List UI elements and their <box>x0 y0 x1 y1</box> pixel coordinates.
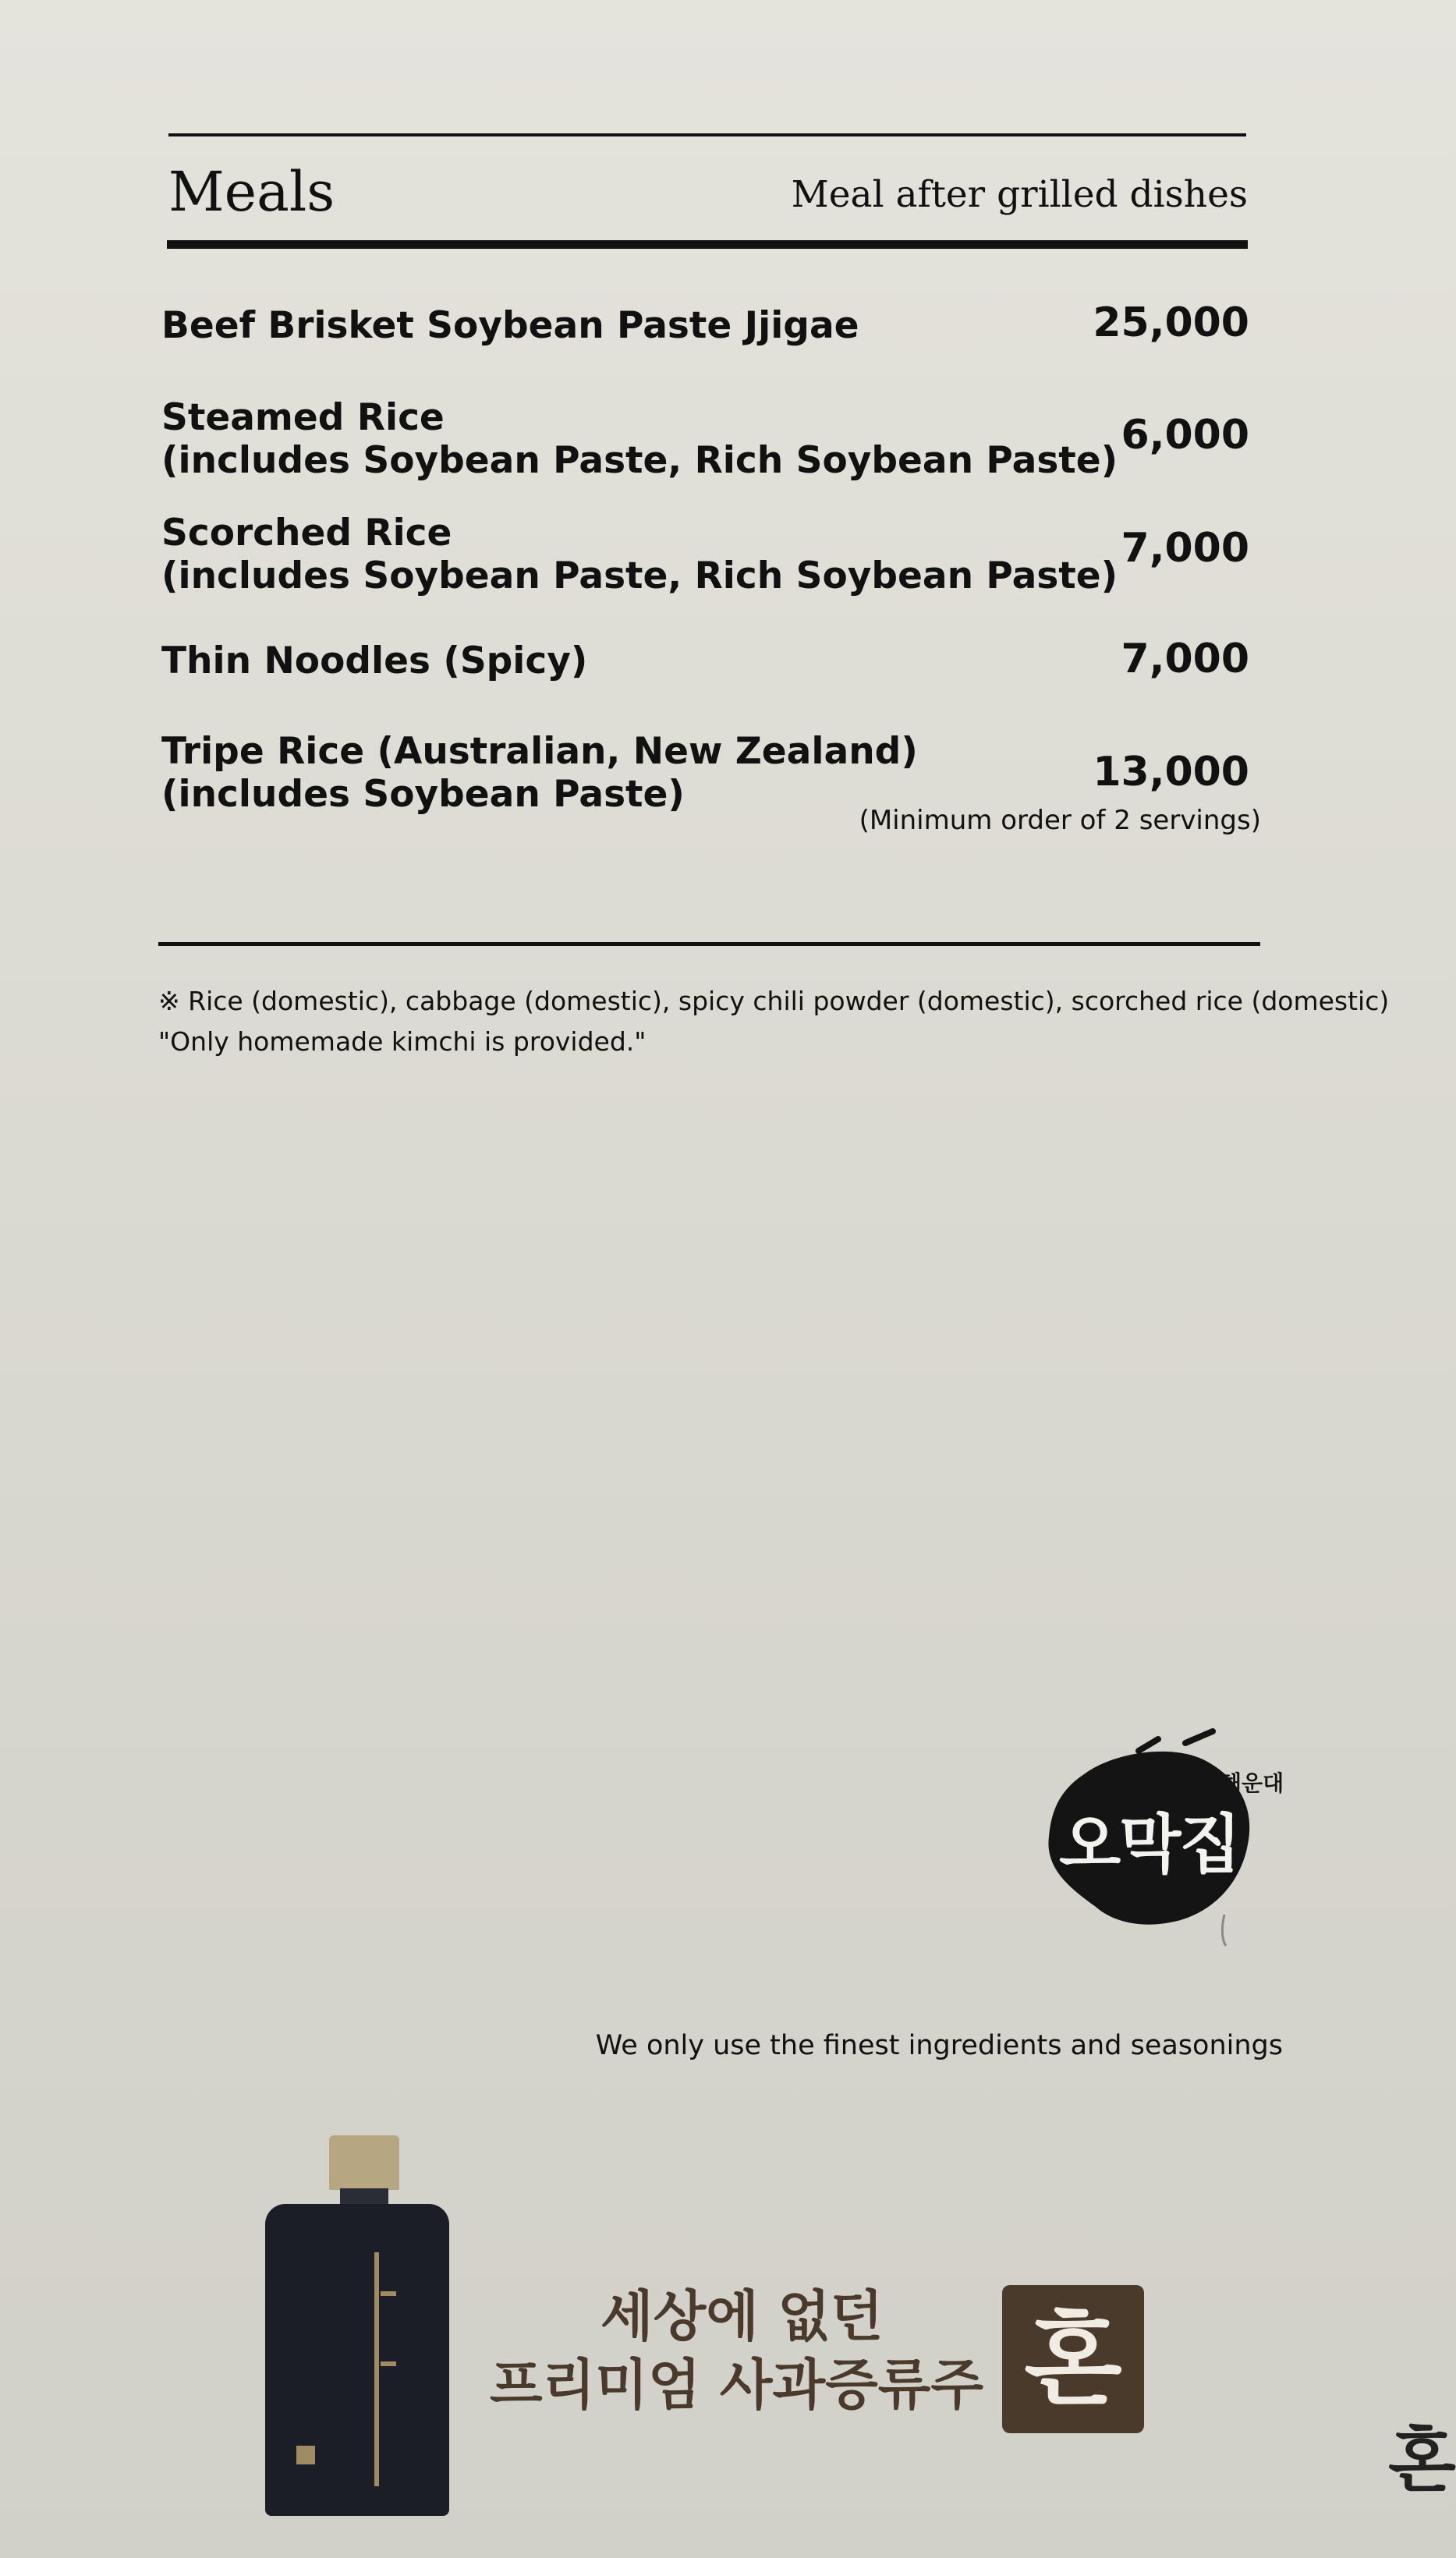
bottle-image <box>265 2135 449 2517</box>
logo-main-text: 오막집 <box>1059 1808 1240 1882</box>
tagline: We only use the finest ingredients and seasonings <box>595 2030 1283 2061</box>
edge-brand-glyph: 혼 <box>1388 2419 1456 2501</box>
section-subtitle: Meal after grilled dishes <box>791 173 1248 216</box>
item-price: 25,000 <box>1093 299 1249 346</box>
item-price: 7,000 <box>1121 636 1249 682</box>
header-bottom-rule <box>167 240 1248 249</box>
ad-brand-badge <box>1002 2285 1144 2433</box>
restaurant-logo <box>1022 1720 1302 1954</box>
item-detail: (includes Soybean Paste, Rich Soybean Paste) <box>161 554 1118 597</box>
item-detail: (includes Soybean Paste) <box>161 773 685 816</box>
origin-note: ※ Rice (domestic), cabbage (domestic), spicy chili powder (domestic), scorched rice (domestic) <box>158 986 1390 1016</box>
top-rule <box>168 133 1246 136</box>
item-price: 7,000 <box>1121 525 1249 572</box>
menu-bottom-rule <box>158 942 1260 946</box>
ad-headline-line1: 세상에 없던 <box>600 2284 884 2348</box>
item-name: Tripe Rice (Australian, New Zealand) <box>161 730 918 773</box>
ad-headline-line2: 프리미엄 사과증류주 <box>490 2353 983 2417</box>
section-title: Meals <box>168 160 335 224</box>
ad-brand-glyph: 혼 <box>1024 2300 1122 2418</box>
kimchi-note: "Only homemade kimchi is provided." <box>158 1026 647 1057</box>
item-name: Steamed Rice <box>161 396 445 439</box>
item-detail: (includes Soybean Paste, Rich Soybean Paste) <box>161 439 1118 482</box>
logo-small-text: 해운대 <box>1220 1770 1284 1796</box>
item-order-note: (Minimum order of 2 servings) <box>859 805 1261 836</box>
item-name: Beef Brisket Soybean Paste Jjigae <box>161 304 859 347</box>
item-name: Scorched Rice <box>161 512 452 554</box>
item-price: 6,000 <box>1121 412 1249 459</box>
item-price: 13,000 <box>1093 749 1249 795</box>
item-name: Thin Noodles (Spicy) <box>161 640 588 682</box>
